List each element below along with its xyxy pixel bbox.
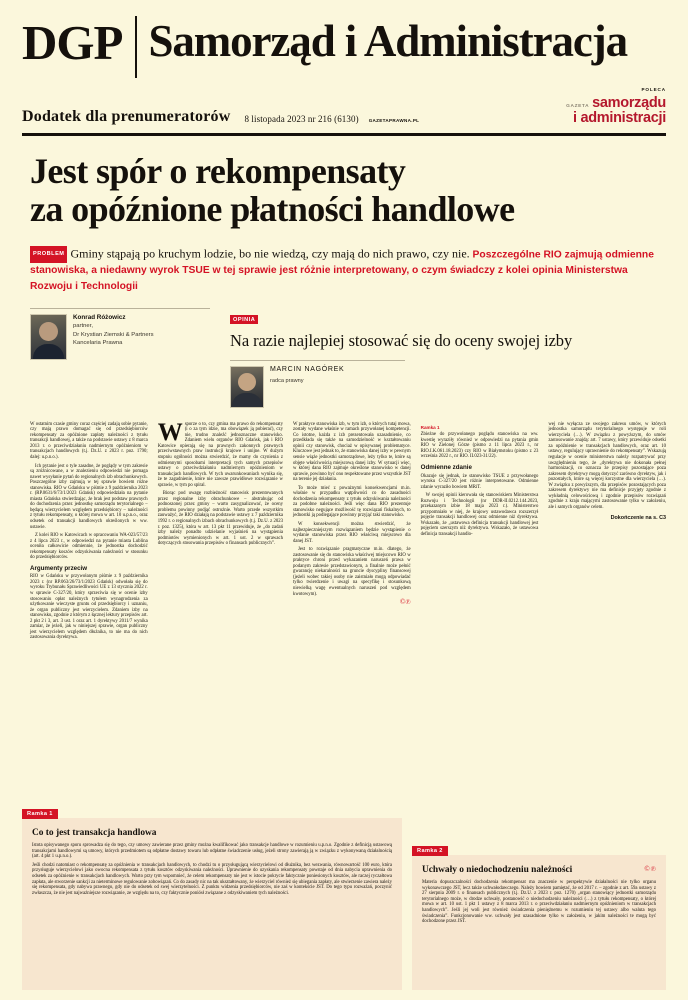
lead-paragraph — [30, 246, 666, 294]
ramka-2-title: Uchwały o niedochodzeniu należności — [422, 865, 573, 875]
opinion-author — [230, 360, 405, 408]
article-columns — [22, 418, 667, 644]
ramka-1-box — [22, 811, 402, 990]
masthead — [22, 0, 666, 78]
masthead-subrow — [22, 88, 666, 126]
paragraph: W konsekwencji można stwierdzić, że najbezpieczniejszym rozwiązaniem będzie wystąpienie o wydanie stanowiska przez RIO właściwą miejscowo dla danej JST. — [292, 522, 411, 544]
opinia-tag: OPINIA — [230, 315, 258, 324]
paragraph: Jest to rozwiązanie pragmatyczne m.in. dlatego, że zastosowanie się do stanowiska właściwej miejscowo RIO w praktyce chroni przed wykazaniem naruszeń prawa w podanym zakresie przedstawionym, a finalnie może pełnić gwarancję niekaralności na gruncie dyscypliny finansowej (jeżeli wobec takiej osoby nie zaistniało mogą odpowiadać tylko twierdzenie i uwagi na specyfikę i stosunkową niewielką wagę ewentualnych naruszeń pod względem kwotowym). — [292, 547, 411, 597]
ramka-2-end-mark: ©℗ — [644, 865, 657, 873]
paragraph: W swojej opinii kierowała się stanowiskiem Ministerstwa Rozwoju i Technologii (nr DDR-II.0212.144.2023, przekazanym izbie 18 maja 2023 r.). Ministerstwo przypomniało w niej, że krajowy ustawodawca rozszerzył pojęcie transakcji handlowej oraz odmienne niż dyrektywa. Wskazało, że „ustawowa definicja transakcji handlowej jest pojęciem szerszym niż dyrektywa. Wskazało, że ustawowa definicja transakcji handlo- — [420, 493, 539, 537]
ramka-1-label: Ramka 1 — [22, 809, 58, 819]
avatar — [230, 366, 264, 408]
masthead-rule — [22, 133, 666, 136]
paragraph-text: sporze o to, czy gmina ma prawo do rekompensaty (i o za tym idzie, ma obowiązek ją pobierać), czy nie, trudno znaleźć jednoznaczne stanowisko. Zdaniem wielu organów RIO Gdańsk, jak i RIO Katowice opierają się na prawnych zakonnych prawnych przeciwstawnych praw instrukcji krajowe i unijne. W dużym stopniu ogólności można stwierdzić, że mamy do czynienia z odmiennymi sposobami interpretacji tych samych przepisów ustawy o przeciwdziałaniu nadmiernym opóźnieniom w transakcjach handlowych. W tych uwarunkowaniach wynika się, że te zagadnienie, które nie zawsze prawidłowe rozwiązanie w sprawie, w tym po spiral. — [157, 421, 283, 488]
author-role-3: Kancelaria Prawna — [73, 339, 123, 346]
ramka-2-box — [412, 848, 666, 990]
opinion-title: Na razie najlepiej stosować się do oceny swojej izby — [230, 330, 573, 350]
lead-dark-text: Gminy stąpają po kruchym lodzie, bo nie wiedzą, czy mają do nich prawo, czy nie. — [70, 246, 470, 261]
masthead-divider — [135, 16, 137, 78]
paragraph: Okazuje się jednak, że stanowisko TSUE z przywołanego wyroku C-327/20 jest różnie interpretowane. Odmienne zdanie wyraziło bowiem MRiT. — [420, 473, 539, 490]
opinion-author-name: MARCIN NAGÓREK — [270, 365, 345, 373]
column-3 — [293, 422, 411, 644]
paragraph: Jeśli chodzi natomiast o rekompensatę za opóźnienia w transakcjach handlowych, to chodzi tu o przysługującą wierzycielowi od dłużnika, bez wezwania, równowartość 100 euro, która przysługuje wierzycielowi jako owocna rekompensata z tytułu kosztów odzyskiwania należności. Uprawnienie do uzyskania rekompensaty powstaje od dnia nabycia uprawnienia do odsetek za opóźnienie w transakcjach handlowych. Warto przy tym wspomnieć, że celem rekompensaty nie jest w istocie pokrycie faktycznie poniesionych kosztów, ale raczej ryczałtowa zapłata, ale stworzenie sankcji za nieterminowe regulowanie zobowiązań. Co do zasady nic na tak ukształtowany, że wierzyciel również się ubiegania zapłaty, ale stwierzenie zawiera należy się rekompensata, gdy nabywa prawnego, gdy nie do odsetek od swej wierzytelności. Z punktu widzenia przedsiębiorców, nie zaś w kontekście JST. Do tego typu rozważań, poczynić zwłaszcza, że nie jest najważniejsze rozwiązanie, ze względu na to, czy faktycznie poniósł związane z odzyskiwaniem tych należności. — [32, 862, 392, 896]
subheading-different-opinion: Odmienne zdanie — [420, 463, 472, 471]
headline-line-1: Jest spór o rekompensaty — [30, 150, 406, 191]
avatar — [30, 314, 67, 360]
paragraph: To może mieć z poważnymi konsekwencjami m.in. właśnie w przypadku wątpliwości co do zasadności dochodzenia rekompensaty z tytułu odzyskiwania należności za podobne należności. Jeśli więc dana RIO prezentuje stanowisko negujące możliwość tę rozwiązań fiskalnych, to jednostki ją podlegające powinny przyjąć taki stanowisko. — [292, 485, 411, 519]
ramka-1-title: Co to jest transakcja handlowa — [32, 828, 157, 838]
promo-line-2: i administracji — [572, 109, 666, 126]
site-url: GAZETAPRAWNA.PL — [368, 117, 420, 123]
page-title — [30, 152, 666, 228]
paragraph: Z kolei RIO w Katowicach w opracowaniu WA-023/57/23 z 4 lipca 2023 r., w odpowiedzi na pytanie miasta Lublina oceniła całkowicie odmiennie, że jednostka dochodzić rekompensaty koszów odzyskiwania należności w stosunku do przedsiębiorców. — [30, 533, 148, 561]
lead-red-text: Poszczególne RIO zajmują odmienne stanowiska, a niedawny wyrok TSUE w tej sprawie jest różnie interpretowany, o czym świadczy z kolei opinia Ministerstwa Rozwoju i Technologii — [30, 249, 654, 292]
paragraph: wej nie wyłącza ze swojego zakresu umów, w których jednostka samorządu terytorialnego występuje w roli wierzyciela (…). W związku z powyższym, do umów zastosowanie znajdą: art. 7 ustawy, który przewiduje odsetki za opóźnienie w transakcjach handlowych, oraz art. 10 ustawy, regulujący uprawnienie do rekompensaty”. Wskazują regulacje w ocenie ministerstwa należy rozpatrywać przy uwzględnieniu tego, że „dyrektywa nie dokonała pełnej harmonizacji, co oznacza że przepisy pozostające poza zakresem dyrektywy mogą dotyczyć zarówno dyrektyw, jak i pozostałych, które są więcej korzystne dla wierzyciela (…). W związku z powyższym, dla przepisów pozostających poza zakresem dyrektywy nie ma definicje przyjęty zgodnie z wykładnią celowościową i zgodnie przepisów rozwiązań zgodnie z kraju mającymi zastosowanie tylko w założeniu, ale i samych organów celem. — [548, 421, 667, 510]
paragraph: W praktyce stanowiska izb, w tym izb, o których tutaj mowa, zostały wydane właśnie w ramach przywołanej kompetencji. Co istotne, każda z izb prezentowała uzasadnienie, co przedkłada się także na samodzielność w kształtowaniu opinii czy stanowisk, chociaż w opisywanej problematyce. Kluczowe jest jednak to, że stanowiska danej izby w pewnym sensie wiąże jednostki samorządowe, leży tylko te, które są objęte właściwością miejscową danej izby. W sytuacji więc, w której dana RIO zajmuje określone stanowisko w danej sprawie, powinno być ono respektowane przez wszystkie JST na terenie jej działania. — [292, 421, 411, 483]
subscriber-note: Dodatek dla prenumeratorów — [22, 107, 231, 125]
ramka1-reference: Ramka 1 — [420, 424, 440, 430]
column-5 — [548, 422, 666, 644]
byline-row — [22, 308, 666, 408]
ramka-1-body — [32, 843, 392, 896]
issue-date: 8 listopada 2023 nr 216 (6130) — [244, 113, 359, 124]
opinion-block — [230, 308, 666, 408]
promo-line-1: samorządu — [592, 94, 666, 111]
promo-brand — [566, 88, 666, 126]
paragraph: RIO w Gdańsku w przywołanym piśmie z 9 października 2023 r. (nr RP.063/26/73/1/2023 Gdańsk) odwołała się do wyroku Trybunału Sprawiedliwości UE z 13 stycznia 2022 r. w sprawie C-327/20, który sprzeciwia się w ocenie izby stosowaniu opłat należnych tytułem wynagrodzenia za użytkowanie wieczyste gruntu od przedsiębiorcy i uznaniu, że organ publiczny jest wierzycielem. Zdaniem izby na stanowisku, zgodnie z którym z łącznej lektury przepisów art. 2 pkt 2 i 3, art. 3 ust. 1 oraz art. 1 dyrektywy 2011/7 wynika zamiar, że jeżeli, jak w niniejszej sprawie, organ publiczny jest wierzycielem względem dłużnika, to nie ma do nich zastosowania dyrektywa. — [30, 574, 148, 641]
opinion-author-role: radca prawny — [270, 377, 304, 384]
paragraph: W ostatnim czasie gminy coraz częściej zadają sobie pytanie, czy mają prawo domagać się od przedsiębiorców rekompensaty za opóźnione zapłaty należności z tytułu transakcji handlowej, a także na podstawie ustawy z 8 marca 2013 r. o przeciwdziałaniu nadmiernym opóźnieniom w transakcjach handlowych (t.j. Dz.U. z 2023 r. poz. 1790; dalej: u.p.n.o.). — [30, 421, 148, 460]
headline-line-2: za opóźnione płatności handlowe — [30, 188, 515, 229]
end-mark: ©℗ — [400, 598, 411, 607]
paragraph: Ich pytanie jest o tyle zasadne, że poglądy w tym zakresie są zróżnicowane, a w znalezieniu odpowiedzi nie pomaga nawet wysyłanie pytań do regionalnych izb obrachunkowych. Poszczególne izby zajmują w tej sprawie bowiem różne stanowiska. RIO w Gdańsku w piśmie z 9 października 2023 r. (RP.0631/6/73/1/2023 Gdańsk) odpowiedziała na pytanie miasta Gdańska stwierdzając, że brak jest podstaw prawnych do dochodzenia przez jednostkę samorządu terytorialnego – będącą wierzycielem względem przedsiębiorcy – należności z tytułu rekompensaty, o której mowa w art. 10 u.p.n.o., oraz odsetek od transakcji handlowych określonych w ww. ustawie. — [30, 463, 148, 530]
ramka-2-body — [422, 880, 656, 925]
subheading-arguments-against: Argumenty przeciw — [30, 564, 88, 572]
continuation-note: Dokończenie na s. C3 — [610, 515, 667, 522]
ramka-2-label: Ramka 2 — [412, 846, 448, 856]
column-2-body — [157, 418, 283, 547]
column-3-body — [293, 422, 411, 606]
drop-cap: W — [157, 418, 183, 446]
column-1-body — [30, 422, 148, 641]
paragraph: Biorąc pod uwagę rozbieżność stanowisk prezentowanych przez regionalne izby obrachunkowe – abstrahując od podnoszonej przez gminy – warto zasygnalizować, że oceny problemu powinny podjąć ostrożnie. Warto przede wszystkim zauważyć, że RIO działają na podstawie ustawy z 7 października 1992 r. o regionalnych izbach obrachunkowych (t.j. Dz.U. z 2023 r. poz. 1325), która w art. 13 pkt 11 przewiduje, że „do zadań izby należy ponadto udzielanie wyjaśnień na wystąpienia podmiotów wymienionych w art. 1 ust. 2 w sprawach dotyczących stosowania przepisów o finansach publicznych”. — [157, 491, 283, 547]
column-2 — [157, 418, 283, 644]
author-name: Konrad Różowicz — [73, 313, 126, 321]
paragraph-with-dropcap — [157, 418, 283, 489]
column-4 — [421, 422, 539, 644]
problem-tag: PROBLEM — [30, 246, 67, 264]
paragraph: Zbieżne do przywołanego poglądu stanowiska na ww. kwestię wyraziły również w odpowiedzi na pytania gmin RIO w Zielonej Górze (pismo z 11 lipca 2023 r., nr RIO.I.K.061.18.2023) czy RIO w Białymstoku (pismo z 23 września 2022 r., nr RIO. II.023-31/22). — [420, 432, 539, 460]
promo-label: POLECA — [641, 87, 666, 92]
dgp-logo: DGP — [22, 15, 123, 70]
paragraph: Istota opisywanego sporu sprowadza się do tego, czy umowy zawierane przez gminy można kwalifikować jako transakcje handlowe w rozumieniu u.p.n.o. Zgodnie z definicją ustawową transakcjami handlowymi są umowy, których przedmiotem są odpłatne dostawy towaru lub odpłatne świadczenie usług, jeżeli strony zawierają ją w związku z wykonywaną działalnością (art. 4 pkt 1 u.p.n.o.). — [32, 843, 392, 860]
article-author — [30, 308, 210, 408]
column-1 — [30, 422, 148, 644]
supplement-title: Samorząd i Administracja — [148, 16, 628, 66]
author-role-1: partner, — [73, 323, 93, 330]
column-5-body — [548, 422, 666, 522]
paragraph: Materia dopuszczalności dochodzenia rekompensat ma znaczenie w perspektywie działalności nie tylko organu wykonawczego JST, lecz także uchwałodawczego. Należy bowiem pamiętać, że od 2017 r. – zgodnie z art. 59a ustawy z 27 sierpnia 2009 r. o finansach publicznych (t.j. Dz.U. z 2023 r. poz. 1270) „organ stanowiący jednostki samorządu terytorialnego może, w drodze uchwały, postanowić o niedochodzeniu należności (…) z tytułu rekompensaty, o której mowa w art. 10 ust. 1 pkt 1 ustawy z 8 marca 2013 r. o przeciwdziałaniu nadmiernym opóźnieniom w transakcjach handlowych”. Jeśli jej woli jest również świadczenia pieniężnemu w rozumieniu tej ustawy albo waluta tego świadczenia”. Funkcjonowanie ww. uchwały jest uzasadnione tylko w założeniu, w jakim należności te mogą być dochodzone przez JST. — [422, 880, 656, 925]
column-4-body — [421, 425, 539, 538]
promo-prefix: GAZETA — [566, 103, 590, 109]
author-role-2: Dr Krystian Ziemski & Partners — [73, 331, 154, 338]
